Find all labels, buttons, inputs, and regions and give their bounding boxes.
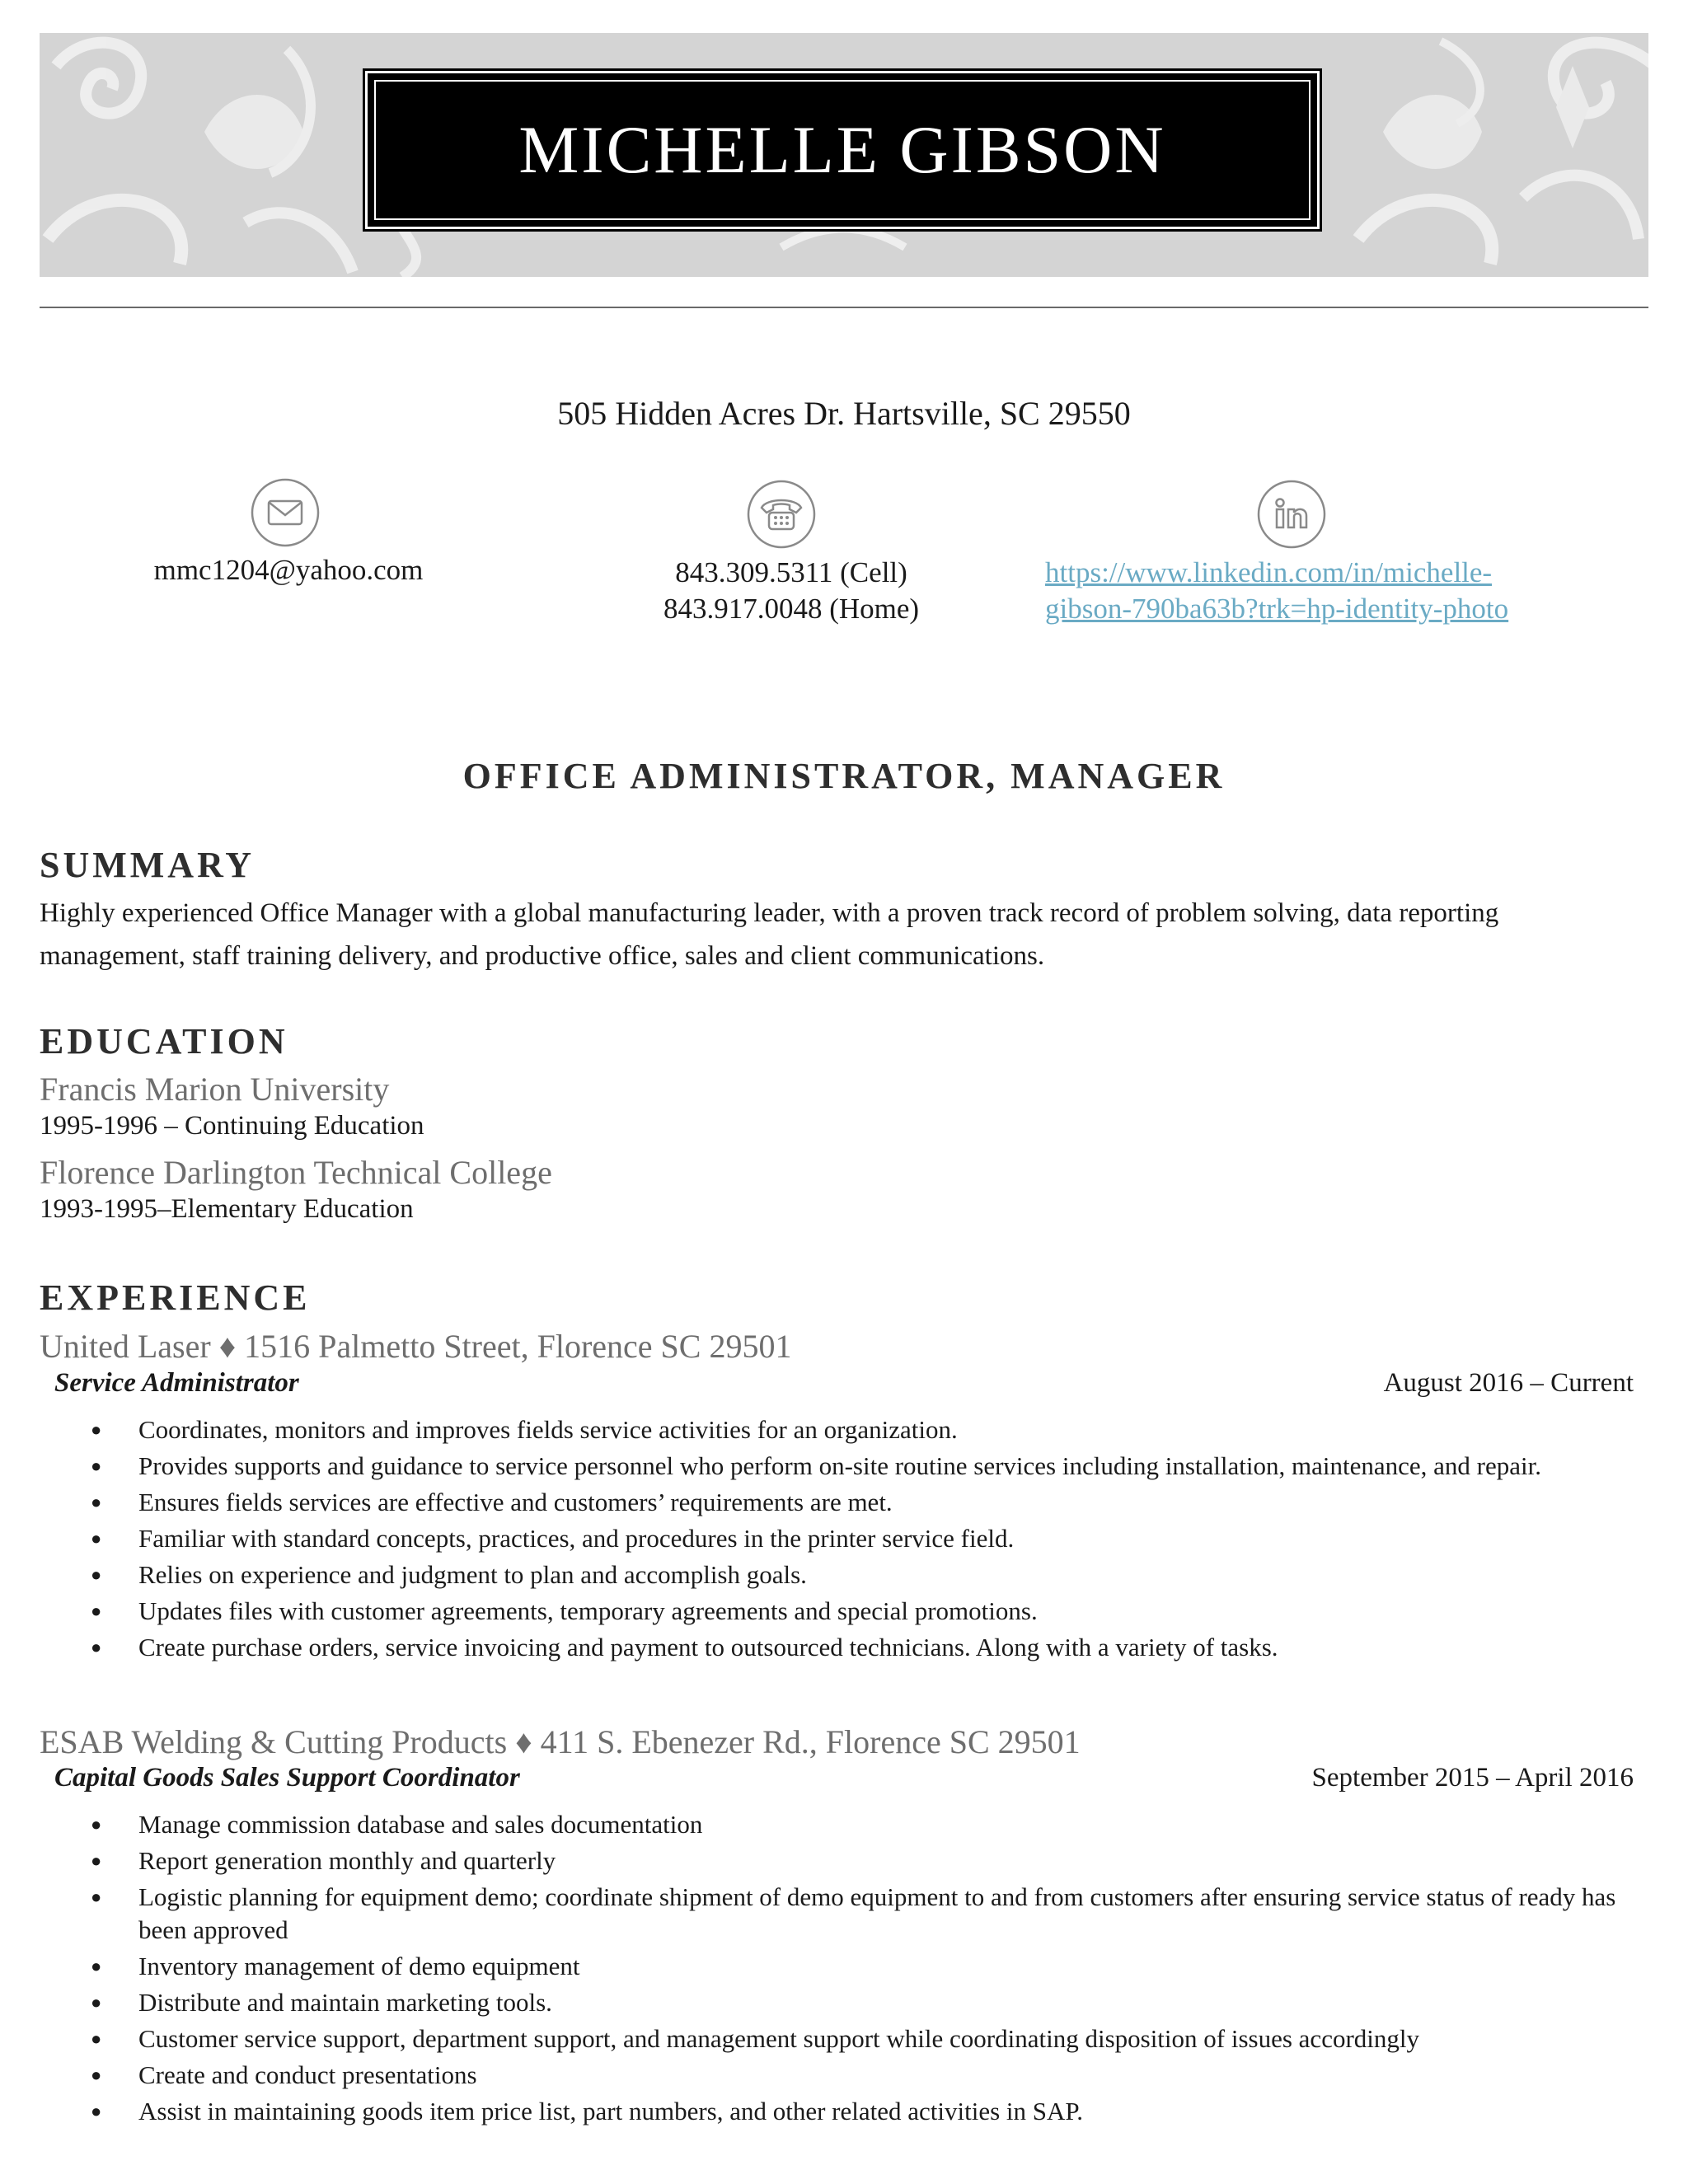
list-item: ● Create and conduct presentations: [138, 2059, 1630, 2092]
linkedin-link[interactable]: [1045, 555, 1573, 627]
email-address[interactable]: mmc1204@yahoo.com: [153, 554, 424, 586]
list-item: ● Report generation monthly and quarterly: [138, 1844, 1630, 1877]
list-item: ● Coordinates, monitors and improves fields service activities for an organization.: [138, 1413, 1630, 1446]
list-item: ● Relies on experience and judgment to plan and accomplish goals.: [138, 1558, 1630, 1591]
candidate-name: MICHELLE GIBSON: [518, 112, 1166, 187]
phone-home[interactable]: 843.917.0048 (Home): [663, 593, 920, 625]
list-item: ● Logistic planning for equipment demo; coordinate shipment of demo equipment to and from customers after ensuring service status of ready has been approved: [138, 1881, 1630, 1947]
list-item: ● Ensures fields services are effective and customers’ requirements are met.: [138, 1486, 1630, 1519]
list-item: ● Inventory management of demo equipment: [138, 1950, 1630, 1983]
school-name: Francis Marion University: [40, 1071, 390, 1108]
education-heading: EDUCATION: [40, 1021, 288, 1062]
role-title: Service Administrator: [54, 1368, 299, 1398]
school-name: Florence Darlington Technical College: [40, 1154, 552, 1191]
summary-line: Highly experienced Office Manager with a global manufacturing leader, with a proven track record of problem solving, data reporting: [40, 898, 1499, 928]
list-item: ● Familiar with standard concepts, practices, and procedures in the printer service field.: [138, 1522, 1630, 1555]
company-line: United Laser ♦ 1516 Palmetto Street, Florence SC 29501: [40, 1328, 792, 1365]
job-dates: September 2015 – April 2016: [1311, 1763, 1634, 1793]
school-detail: 1995-1996 – Continuing Education: [40, 1111, 424, 1141]
company-line: ESAB Welding & Cutting Products ♦ 411 S. Ebenezer Rd., Florence SC 29501: [40, 1723, 1081, 1760]
address: 505 Hidden Acres Dr. Hartsville, SC 29550: [557, 395, 1131, 432]
job-duties-list: [40, 1808, 1630, 2131]
list-item: ● Updates files with customer agreements, temporary agreements and special promotions.: [138, 1595, 1630, 1628]
list-item: ● Assist in maintaining goods item price list, part numbers, and other related activities in SAP.: [138, 2095, 1630, 2128]
linkedin-link-line1[interactable]: https://www.linkedin.com/in/michelle-: [1045, 556, 1493, 588]
list-item: ● Provides supports and guidance to service personnel who perform on-site routine services including installation, maintenance, and repair.: [138, 1450, 1630, 1483]
summary-text: [40, 892, 1648, 977]
role-title: Capital Goods Sales Support Coordinator: [54, 1763, 520, 1793]
header-divider: [40, 307, 1648, 308]
list-item: ● Create purchase orders, service invoicing and payment to outsourced technicians. Along with a variety of tasks.: [138, 1631, 1630, 1664]
telephone-icon: [747, 480, 816, 549]
phone-cell[interactable]: 843.309.5311 (Cell): [675, 556, 907, 588]
list-item: ● Customer service support, department support, and management support while coordinating disposition of issues accordingly: [138, 2022, 1630, 2055]
school-detail: 1993-1995–Elementary Education: [40, 1194, 414, 1224]
job-title: OFFICE ADMINISTRATOR, MANAGER: [462, 756, 1226, 796]
envelope-icon: [251, 478, 320, 547]
linkedin-link-line2[interactable]: gibson-790ba63b?trk=hp-identity-photo: [1045, 593, 1509, 625]
linkedin-icon: [1257, 480, 1326, 549]
list-item: ● Distribute and maintain marketing tools.: [138, 1986, 1630, 2019]
job-dates: August 2016 – Current: [1383, 1368, 1634, 1398]
summary-heading: SUMMARY: [40, 845, 256, 885]
name-plate: [365, 71, 1320, 229]
job-duties-list: [40, 1413, 1630, 1667]
experience-heading: EXPERIENCE: [40, 1277, 311, 1318]
summary-line: management, staff training delivery, and productive office, sales and client communications.: [40, 941, 1045, 971]
phone-numbers: [577, 555, 1006, 627]
list-item: ● Manage commission database and sales documentation: [138, 1808, 1630, 1841]
